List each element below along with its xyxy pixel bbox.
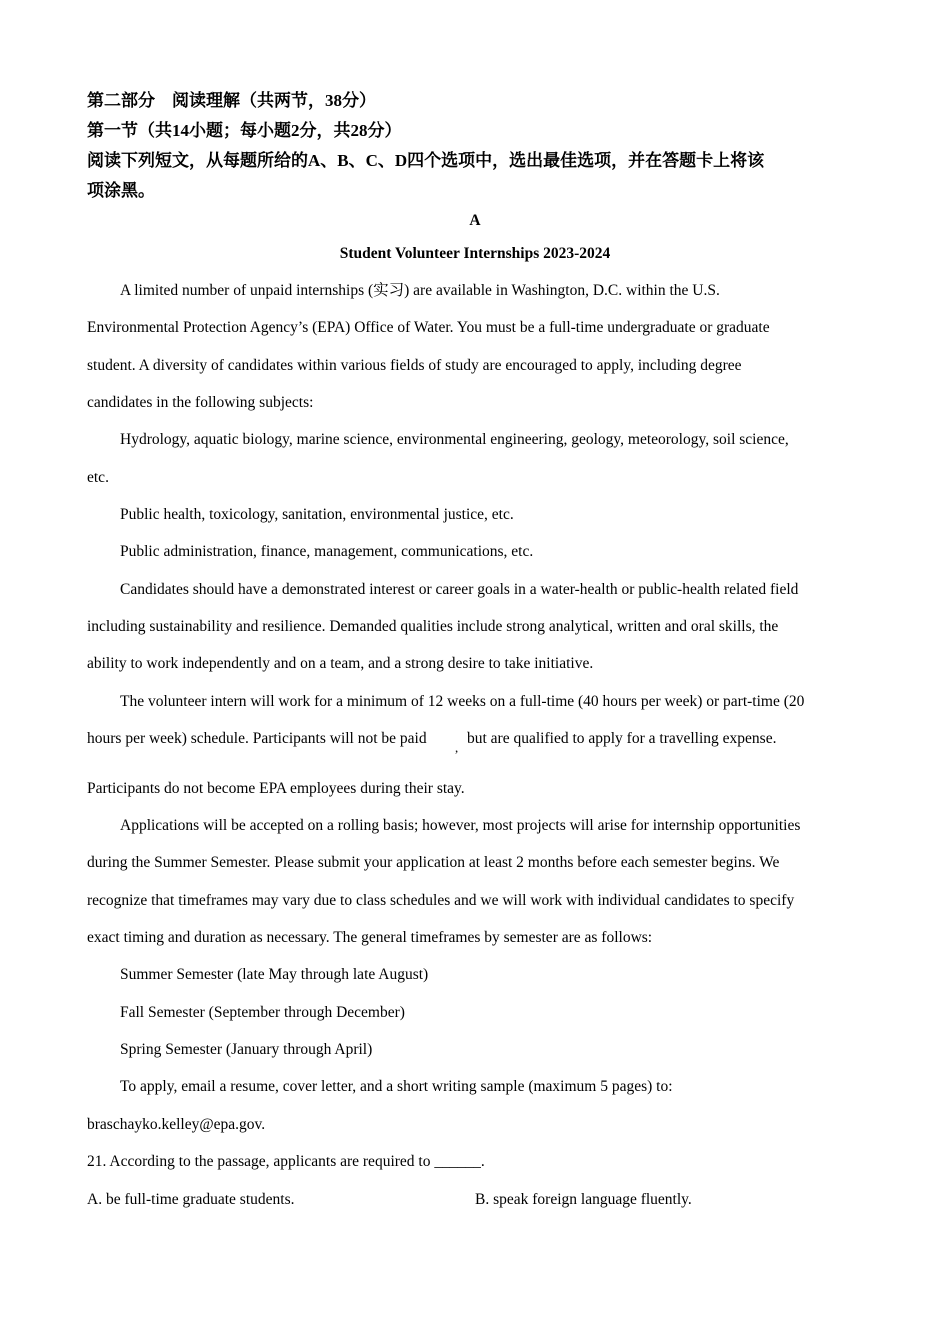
question-stem: 21. According to the passage, applicants are required to ______. (87, 1153, 485, 1170)
option-b: B. speak foreign language fluently. (475, 1191, 692, 1208)
contact-email: braschayko.kelley@epa.gov. (87, 1116, 266, 1133)
passage-line: Candidates should have a demonstrated interest or career goals in a water-health or public-health related field (120, 581, 799, 598)
subject-list-item: Hydrology, aquatic biology, marine science, environmental engineering, geology, meteorology, soil science, (120, 431, 789, 448)
passage-line: student. A diversity of candidates within various fields of study are encouraged to apply, including degree (87, 357, 742, 374)
instruction-line-1: 阅读下列短文，从每题所给的A、B、C、D四个选项中，选出最佳选项，并在答题卡上将该 (87, 151, 765, 170)
semester-item: Spring Semester (January through April) (120, 1041, 373, 1058)
passage-label: A (469, 212, 481, 229)
passage-line: Applications will be accepted on a rolling basis; however, most projects will arise for internship opportunities (120, 817, 801, 834)
passage-line: The volunteer intern will work for a minimum of 12 weeks on a full-time (40 hours per week) or part-time (20 (120, 693, 805, 710)
passage-line: Environmental Protection Agency’s (EPA) Office of Water. You must be a full-time undergraduate or graduate (87, 319, 770, 336)
subject-list-item: Public administration, finance, management, communications, etc. (120, 543, 534, 560)
passage-line: Participants do not become EPA employees during their stay. (87, 780, 465, 797)
passage-line: during the Summer Semester. Please submit your application at least 2 months before each semester begins. We (87, 854, 780, 871)
option-a: A. be full-time graduate students. (87, 1191, 295, 1208)
passage-line: To apply, email a resume, cover letter, and a short writing sample (maximum 5 pages) to: (120, 1078, 673, 1095)
part-heading: 第二部分 阅读理解（共两节，38分） (87, 91, 376, 110)
passage-line: hours per week) schedule. Participants will not be paid (87, 730, 427, 747)
instruction-line-2: 项涂黑。 (87, 181, 155, 200)
passage-line: including sustainability and resilience. Demanded qualities include strong analytical, written and oral skills, the (87, 618, 779, 635)
passage-line: etc. (87, 469, 109, 486)
subject-list-item: Public health, toxicology, sanitation, environmental justice, etc. (120, 506, 514, 523)
passage-title: Student Volunteer Internships 2023-2024 (339, 245, 611, 262)
semester-item: Summer Semester (late May through late August) (120, 966, 429, 983)
passage-line: exact timing and duration as necessary. The general timeframes by semester are as follows: (87, 929, 653, 946)
semester-item: Fall Semester (September through December) (120, 1004, 405, 1021)
passage-line: ability to work independently and on a team, and a strong desire to take initiative. (87, 655, 594, 672)
subsection-heading: 第一节（共14小题；每小题2分，共28分） (87, 121, 402, 140)
passage-line: but are qualified to apply for a travelling expense. (467, 730, 777, 747)
passage-line: A limited number of unpaid internships (实习) are available in Washington, D.C. within the U.S. (120, 282, 720, 299)
stray-comma: , (455, 740, 459, 755)
passage-line: candidates in the following subjects: (87, 394, 314, 411)
passage-line: recognize that timeframes may vary due to class schedules and we will work with individual candidates to specify (87, 892, 795, 909)
